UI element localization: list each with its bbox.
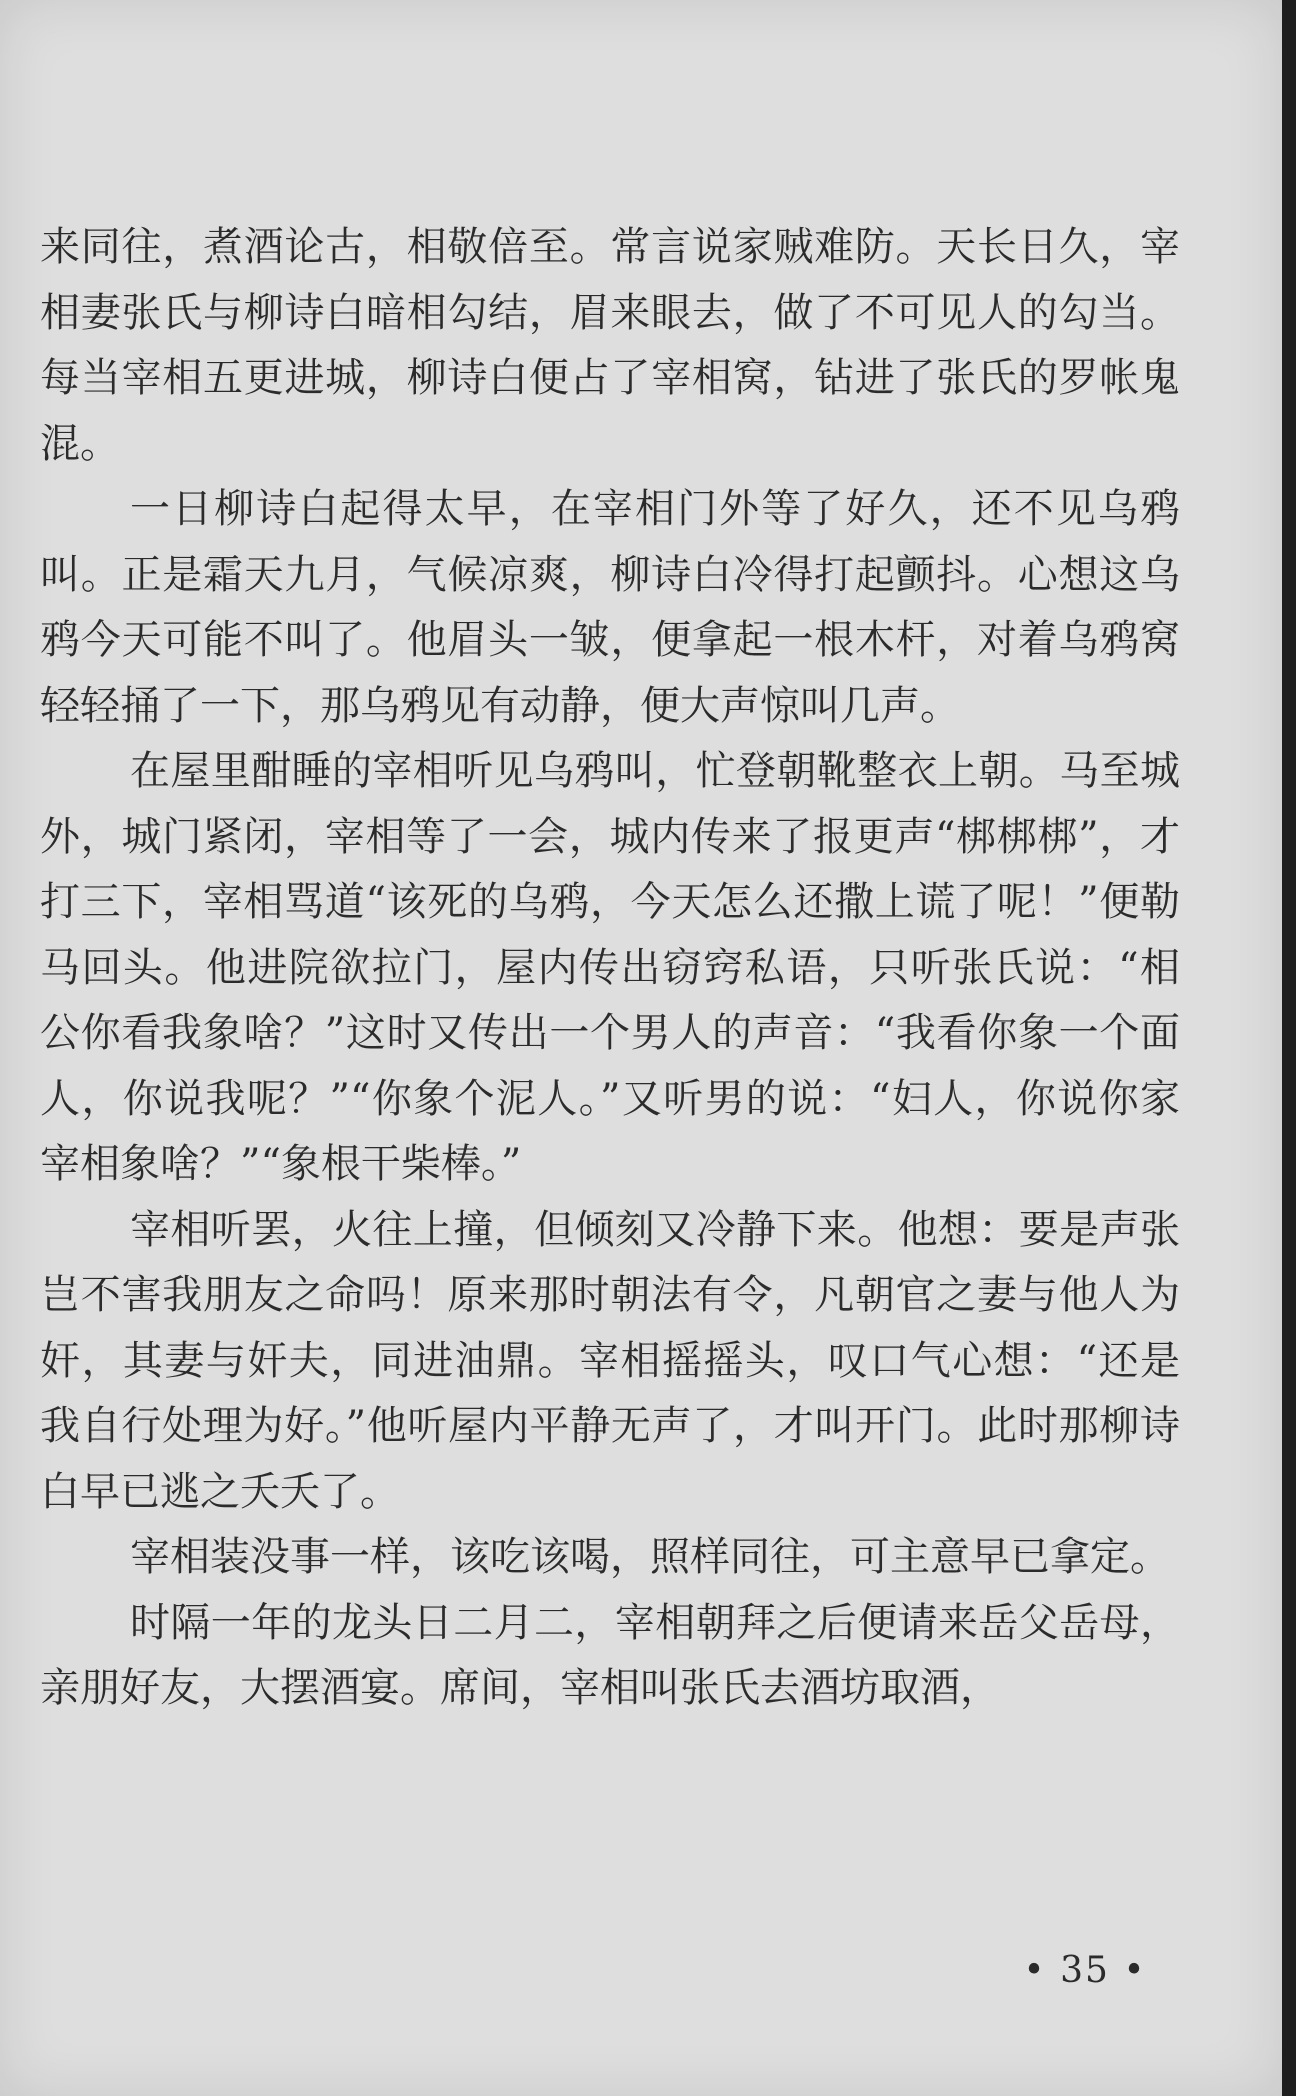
paragraph-1: 来同往，煮酒论古，相敬倍至。常言说家贼难防。天长日久，宰相妻张氏与柳诗白暗相勾结，眉来眼去，做了不可见人的勾当。每当宰相五更进城，柳诗白便占了宰相窝，钻进了张氏的罗帐鬼混。 xyxy=(40,224,1180,467)
paragraph-6: 时隔一年的龙头日二月二，宰相朝拜之后便请来岳父岳母，亲朋好友，大摆酒宴。席间，宰相叫张氏去酒坊取酒， xyxy=(40,1599,1180,1711)
paragraph-3: 在屋里酣睡的宰相听见乌鸦叫，忙登朝靴整衣上朝。马至城外，城门紧闭，宰相等了一会，城内传来了报更声“梆梆梆”，才打三下，宰相骂道“该死的乌鸦，今天怎么还撒上谎了呢！”便勒马回头。他进院欲拉门，屋内传出窃窍私语，只听张氏说：“相公你看我象啥？”这时又传出一个男人的声音：“我看你象一个面人，你说我呢？”“你象个泥人。”又听男的说：“妇人，你说你家宰相象啥？”“象根干柴棒。” xyxy=(40,748,1180,1187)
paragraph-4: 宰相听罢，火往上撞，但倾刻又冷静下来。他想：要是声张岂不害我朋友之命吗！原来那时朝法有令，凡朝官之妻与他人为奸，其妻与奸夫，同进油鼎。宰相摇摇头，叹口气心想：“还是我自行处理为好。”他听屋内平静无声了，才叫开门。此时那柳诗白早已逃之夭夭了。 xyxy=(40,1206,1180,1515)
page-number: • 35 • xyxy=(1023,1950,1147,1991)
paragraph-2: 一日柳诗白起得太早，在宰相门外等了好久，还不见乌鸦叫。正是霜天九月，气候凉爽，柳诗白冷得打起颤抖。心想这乌鸦今天可能不叫了。他眉头一皱，便拿起一根木杆，对着乌鸦窝轻轻捅了一下，那乌鸦见有动静，便大声惊叫几声。 xyxy=(40,486,1180,729)
page-edge-shadow xyxy=(1282,0,1296,2096)
paragraph-5: 宰相装没事一样，该吃该喝，照样同往，可主意早已拿定。 xyxy=(130,1534,1170,1580)
body-text xyxy=(40,215,1180,1722)
